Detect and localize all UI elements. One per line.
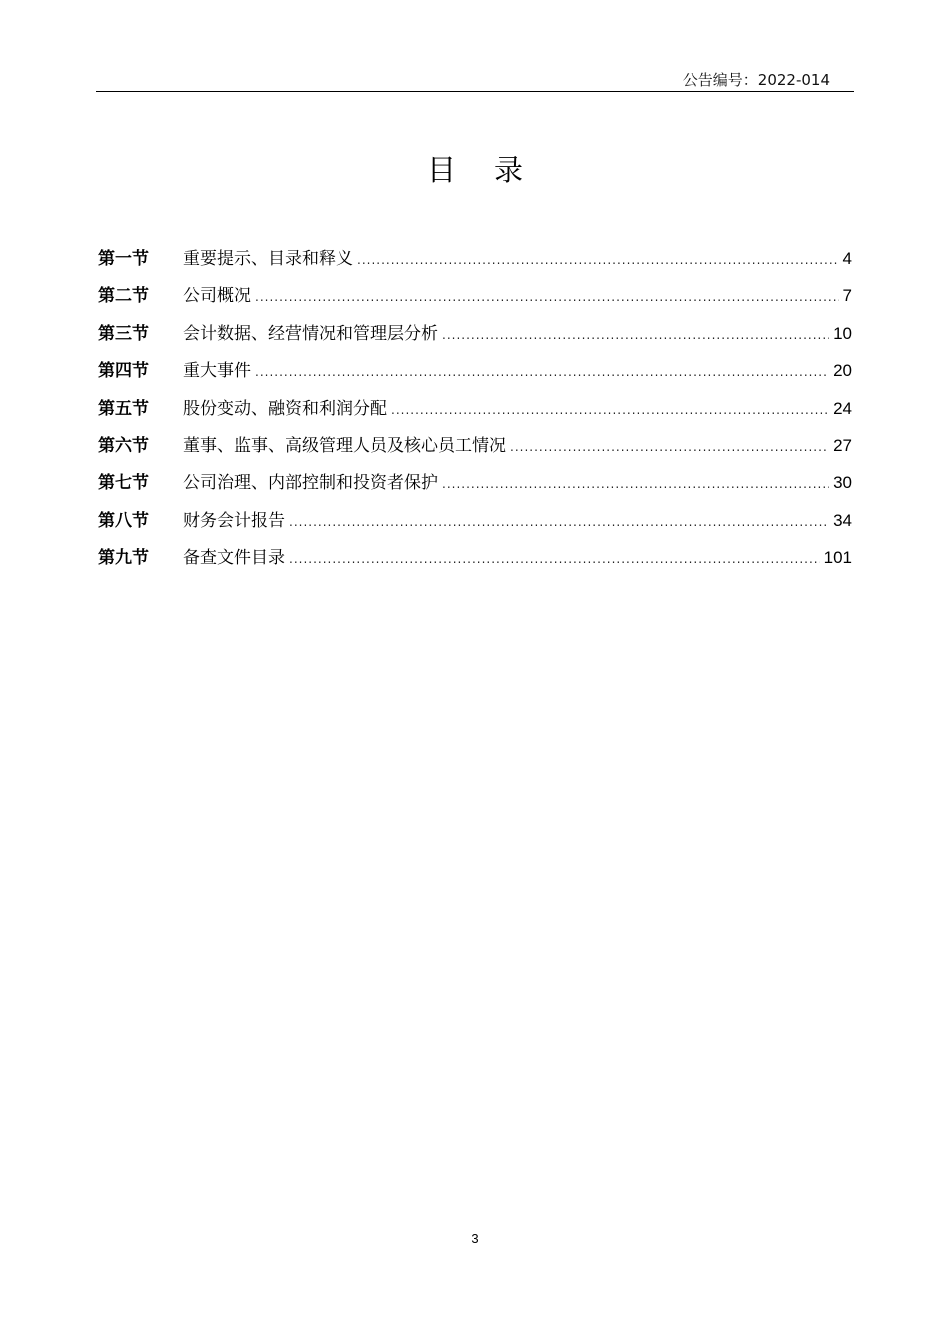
toc-page-number: 20 bbox=[833, 361, 852, 381]
toc-dot-leader bbox=[442, 328, 829, 342]
toc-entry-4[interactable] bbox=[98, 356, 852, 393]
toc-section-title: 财务会计报告 bbox=[183, 510, 285, 531]
toc-section-title: 公司治理、内部控制和投资者保护 bbox=[183, 473, 438, 494]
toc-page-number: 7 bbox=[842, 286, 852, 306]
toc-entry-2[interactable] bbox=[98, 281, 852, 318]
toc-section-label: 第九节 bbox=[98, 548, 149, 569]
toc-dot-leader bbox=[357, 253, 839, 267]
toc-page-number: 24 bbox=[833, 398, 852, 418]
toc-section-label: 第四节 bbox=[98, 361, 149, 382]
toc-page-number: 10 bbox=[833, 323, 852, 343]
toc-section-label: 第八节 bbox=[98, 510, 149, 531]
toc-entry-8[interactable] bbox=[98, 506, 852, 543]
toc-section-label: 第三节 bbox=[98, 323, 149, 344]
toc-section-title: 重大事件 bbox=[183, 361, 251, 382]
toc-section-title: 股份变动、融资和利润分配 bbox=[183, 398, 387, 419]
toc-entry-3[interactable] bbox=[98, 319, 852, 356]
toc-page-number: 101 bbox=[823, 548, 852, 568]
toc-section-title: 公司概况 bbox=[183, 286, 251, 307]
toc-section-label: 第七节 bbox=[98, 473, 149, 494]
toc-section-title: 董事、监事、高级管理人员及核心员工情况 bbox=[183, 435, 506, 456]
toc-entry-6[interactable] bbox=[98, 431, 852, 468]
toc-dot-leader bbox=[289, 515, 829, 529]
toc-dot-leader bbox=[255, 365, 829, 379]
table-of-contents bbox=[98, 244, 852, 581]
toc-section-label: 第一节 bbox=[98, 249, 149, 269]
toc-dot-leader bbox=[510, 440, 829, 454]
toc-section-title: 会计数据、经营情况和管理层分析 bbox=[183, 323, 438, 344]
header-rule bbox=[96, 91, 854, 92]
toc-section-label: 第二节 bbox=[98, 286, 149, 307]
toc-section-label: 第五节 bbox=[98, 398, 149, 419]
toc-dot-leader bbox=[442, 477, 829, 491]
toc-dot-leader bbox=[255, 290, 839, 304]
announcement-number: 公告编号：2022-014 bbox=[682, 71, 830, 89]
toc-section-title: 重要提示、目录和释义 bbox=[183, 249, 353, 269]
toc-dot-leader bbox=[391, 403, 829, 417]
toc-dot-leader bbox=[289, 552, 820, 566]
toc-entry-9[interactable] bbox=[98, 543, 852, 580]
toc-entry-5[interactable] bbox=[98, 394, 852, 431]
toc-entry-1[interactable] bbox=[98, 244, 852, 281]
toc-page-number: 4 bbox=[842, 249, 852, 268]
toc-page-number: 30 bbox=[833, 473, 852, 493]
page-title: 目录 bbox=[426, 153, 561, 187]
toc-page-number: 27 bbox=[833, 435, 852, 455]
toc-page-number: 34 bbox=[833, 510, 852, 530]
toc-section-title: 备查文件目录 bbox=[183, 548, 285, 569]
page-number: 3 bbox=[471, 1231, 479, 1246]
toc-section-label: 第六节 bbox=[98, 435, 149, 456]
toc-entry-7[interactable] bbox=[98, 468, 852, 505]
